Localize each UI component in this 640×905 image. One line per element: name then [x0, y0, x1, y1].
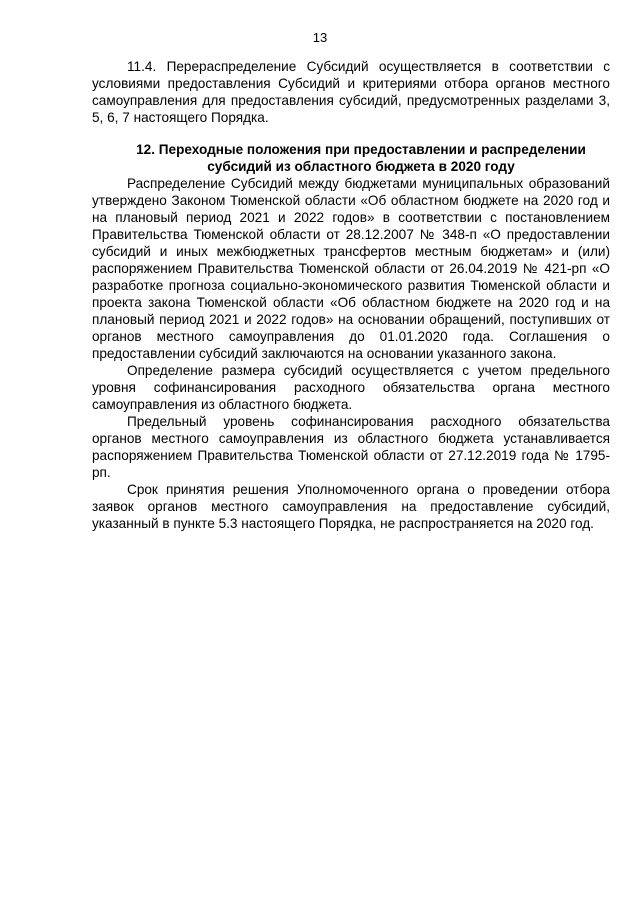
- paragraph-decision-deadline: Срок принятия решения Уполномоченного органа о проведении отбора заявок органов местного самоуправления на предоставление субсидий, указанный в пункте 5.3 настоящего Порядка, не распространяется на 2020 год.: [92, 482, 610, 531]
- paragraph-11-4: 11.4. Перераспределение Субсидий осуществляется в соответствии с условиями предоставления Субсидий и критериями отбора органов местного самоуправления для предоставления субсидий, предусмотренных разделами 3, 5, 6, 7 настоящего Порядка.: [92, 59, 610, 125]
- section-12-heading-line-2: субсидий из областного бюджета в 2020 году: [207, 159, 515, 174]
- page-content: [92, 58, 610, 532]
- paragraph-distribution: Распределение Субсидий между бюджетами муниципальных образований утверждено Законом Тюменской области «Об областном бюджете на 2020 год и на плановый период 2021 и 2022 годов» в соответствии с постановлением Правительства Тюменской области от 28.12.2007 № 348-п «О предоставлении субсидий и иных межбюджетных трансфертов местным бюджетам» и (или) распоряжением Правительства Тюменской области от 26.04.2019 № 421-рп «О разработке прогноза социально-экономического развития Тюменской области и проекта закона Тюменской области «Об областном бюджете на 2020 год и на плановый период 2021 и 2022 годов» на основании обращений, поступивших от органов местного самоуправления до 01.01.2020 года. Соглашения о предоставлении субсидий заключаются на основании указанного закона.: [92, 176, 610, 361]
- page-number: 13: [312, 30, 328, 45]
- paragraph-subsidy-size: Определение размера субсидий осуществляется с учетом предельного уровня софинансирования расходного обязательства органа местного самоуправления из областного бюджета.: [92, 363, 610, 412]
- paragraph-cofinancing-level: Предельный уровень софинансирования расходного обязательства органов местного самоуправления из областного бюджета устанавливается распоряжением Правительства Тюменской области от 27.12.2019 года № 1795-рп.: [92, 414, 610, 480]
- section-12-heading-line-1: 12. Переходные положения при предоставлении и распределении: [136, 142, 586, 157]
- section-12-heading: [92, 141, 610, 175]
